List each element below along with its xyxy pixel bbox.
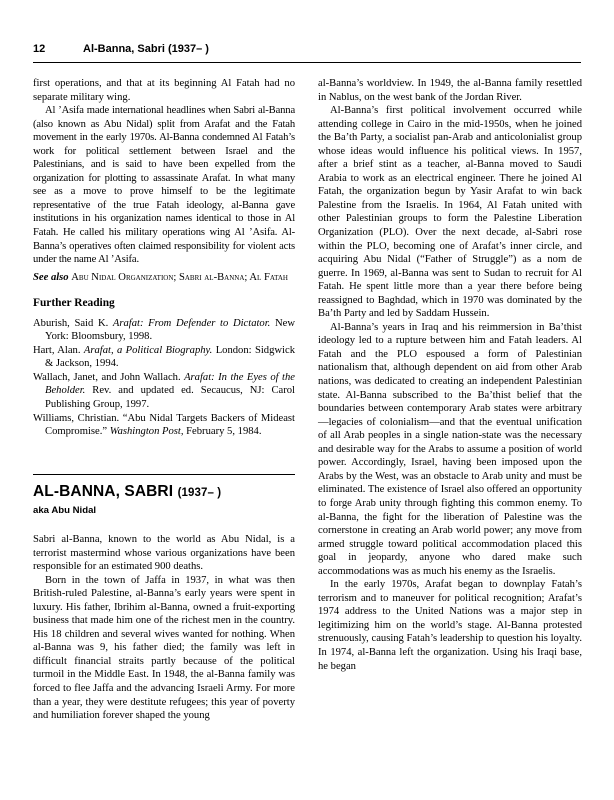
running-title: Al-Banna, Sabri (1937– ) — [83, 43, 209, 55]
body-paragraph: In the early 1970s, Arafat began to downplay Fatah’s terrorism and to maneuver for political recognition; Arafat’s 1974 address to the United Nations was a major step in legitimizing him on the world’s stage. Al-Banna protested strenuously, causing Fatah’s leadership to question his loyalty. In 1974, al-Banna left the organization. Using his Iraqi base, he began — [318, 579, 582, 672]
body-paragraph: Al ’Asifa made international headlines when Sabri al-Banna (also known as Abu Nidal) split from Arafat and the Fatah movement in the early 1970s. Al-Banna condemned Al Fatah’s work for political settlement between Israel and the Palestinians, and is said to have been expelled from the organization for plotting to assassinate Arafat. In what many see as a move to prove himself to be the legitimate representative of the true Fatah ideology, al-Banna gave institutions in his organization names identical to those in Al Fatah. He called his military operations wing Al ’Asifa. Al-Banna’s operatives often claimed responsibility for violent acts under the name Al ’Asifa. — [33, 105, 295, 266]
further-reading-heading: Further Reading — [33, 297, 115, 310]
running-header — [33, 43, 581, 59]
see-also — [33, 271, 295, 285]
body-paragraph: al-Banna’s worldview. In 1949, the al-Banna family resettled in Nablus, on the west bank of the Jordan River. — [318, 78, 582, 103]
reference-item: Williams, Christian. “Abu Nidal Targets Backers of Mideast Compromise.” Washington Post, February 5, 1984. — [33, 412, 295, 438]
page-number: 12 — [33, 43, 46, 55]
entry-name: AL-BANNA, SABRI — [33, 483, 174, 500]
header-rule — [33, 62, 581, 63]
reference-item: Aburish, Said K. Arafat: From Defender to Dictator. New York: Bloomsbury, 1998. — [33, 317, 295, 343]
reference-item: Hart, Alan. Arafat, a Political Biography. London: Sidgwick & Jackson, 1994. — [33, 344, 295, 370]
reference-item: Wallach, Janet, and John Wallach. Arafat: In the Eyes of the Beholder. Rev. and updated ed. Secaucus, NJ: Carol Publishing Group, 1997. — [33, 371, 295, 411]
entry-separator-rule — [33, 474, 295, 475]
see-also-items: Abu Nidal Organization; Sabri al-Banna; Al Fatah — [71, 271, 288, 283]
entry-title — [33, 483, 221, 501]
body-paragraph: Al-Banna’s first political involvement occurred while attending college in Cairo in the mid-1950s, when he joined the Ba’th Party, a socialist pan-Arab and anticolonialist group whose ideas would influence his political views. In 1957, after a brief stint as a teacher, al-Banna moved to Saudi Arabia to work as an electrical engineer. There he joined Al Fatah, the organization begun by Yasir Arafat to win back Palestine from the Israelis. In 1964, Al Fatah united with other Palestinian groups to form the Palestine Liberation Organization (PLO). Over the next decade, al-Sabri rose within the PLO, becoming one of Arafat’s inner circle, and acquiring Abu Nidal (“Father of Struggle”) as a nom de guerre. In 1969, al-Banna was sent to Sudan to recruit for Al Fatah. He spent little more than a year there before being reassigned to Baghdad, which in 1970 was dominated by the Ba’th Party and led by Saddam Hussein. — [318, 105, 582, 320]
body-paragraph: Sabri al-Banna, known to the world as Abu Nidal, is a terrorist mastermind whose various organizations have been responsible for an estimated 900 deaths. — [33, 534, 295, 573]
body-paragraph: Al-Banna’s years in Iraq and his reimmersion in Ba’thist ideology led to a rupture between him and Fatah leaders. Al Fatah and the PLO espoused a form of Palestinian nationalism that, although dependent on aid from other Arab nations, was dedicated to creating an independent Palestinian state. Al-Banna subscribed to the Ba’thist belief that the boundaries between contemporary Arab states were arbitrary—legacies of colonialism—and that the eventual unification of all Arab peoples in a single nation-state was the necessary and desirable way for the Arabs to assume a position of world power. Accordingly, Israel, having been imposed upon the Arabs by the West, was an obstacle to Arab unity and must be eliminated. The existence of Israel also offered an opportunity to forge Arab unity through fighting this common enemy. To al-Banna, the fight for the liberation of Palestine was the cornerstone in creating an Arab world power; any move from armed struggle toward political accommodation placed this goal in jeopardy, anyone who dared make such accommodations was as much his enemy as the Israelis. — [318, 321, 582, 577]
body-paragraph: first operations, and that at its beginning Al Fatah had no separate military wing. — [33, 78, 295, 103]
entry-aka: aka Abu Nidal — [33, 505, 97, 516]
left-column-entry — [33, 533, 295, 723]
body-paragraph: Born in the town of Jaffa in 1937, in what was then British-ruled Palestine, al-Banna’s early years were spent in luxury. His father, Ibrihim al-Banna, owned a fruit-exporting business that made him one of the richest men in the country. His 18 children and several wives wanted for nothing. When al-Banna was 9, his father died; the family was left in difficult financial straits partly because of the political turmoil in the Middle East. In 1948, the al-Banna family was forced to flee Jaffa and the advancing Israeli Army. For more than a year, they were destitute refugees; this year of poverty and humiliation forever shaped the young — [33, 574, 295, 722]
left-column-top — [33, 77, 295, 439]
right-column — [318, 77, 582, 673]
see-also-label: See also — [33, 271, 69, 283]
entry-dates: (1937– ) — [177, 487, 222, 499]
